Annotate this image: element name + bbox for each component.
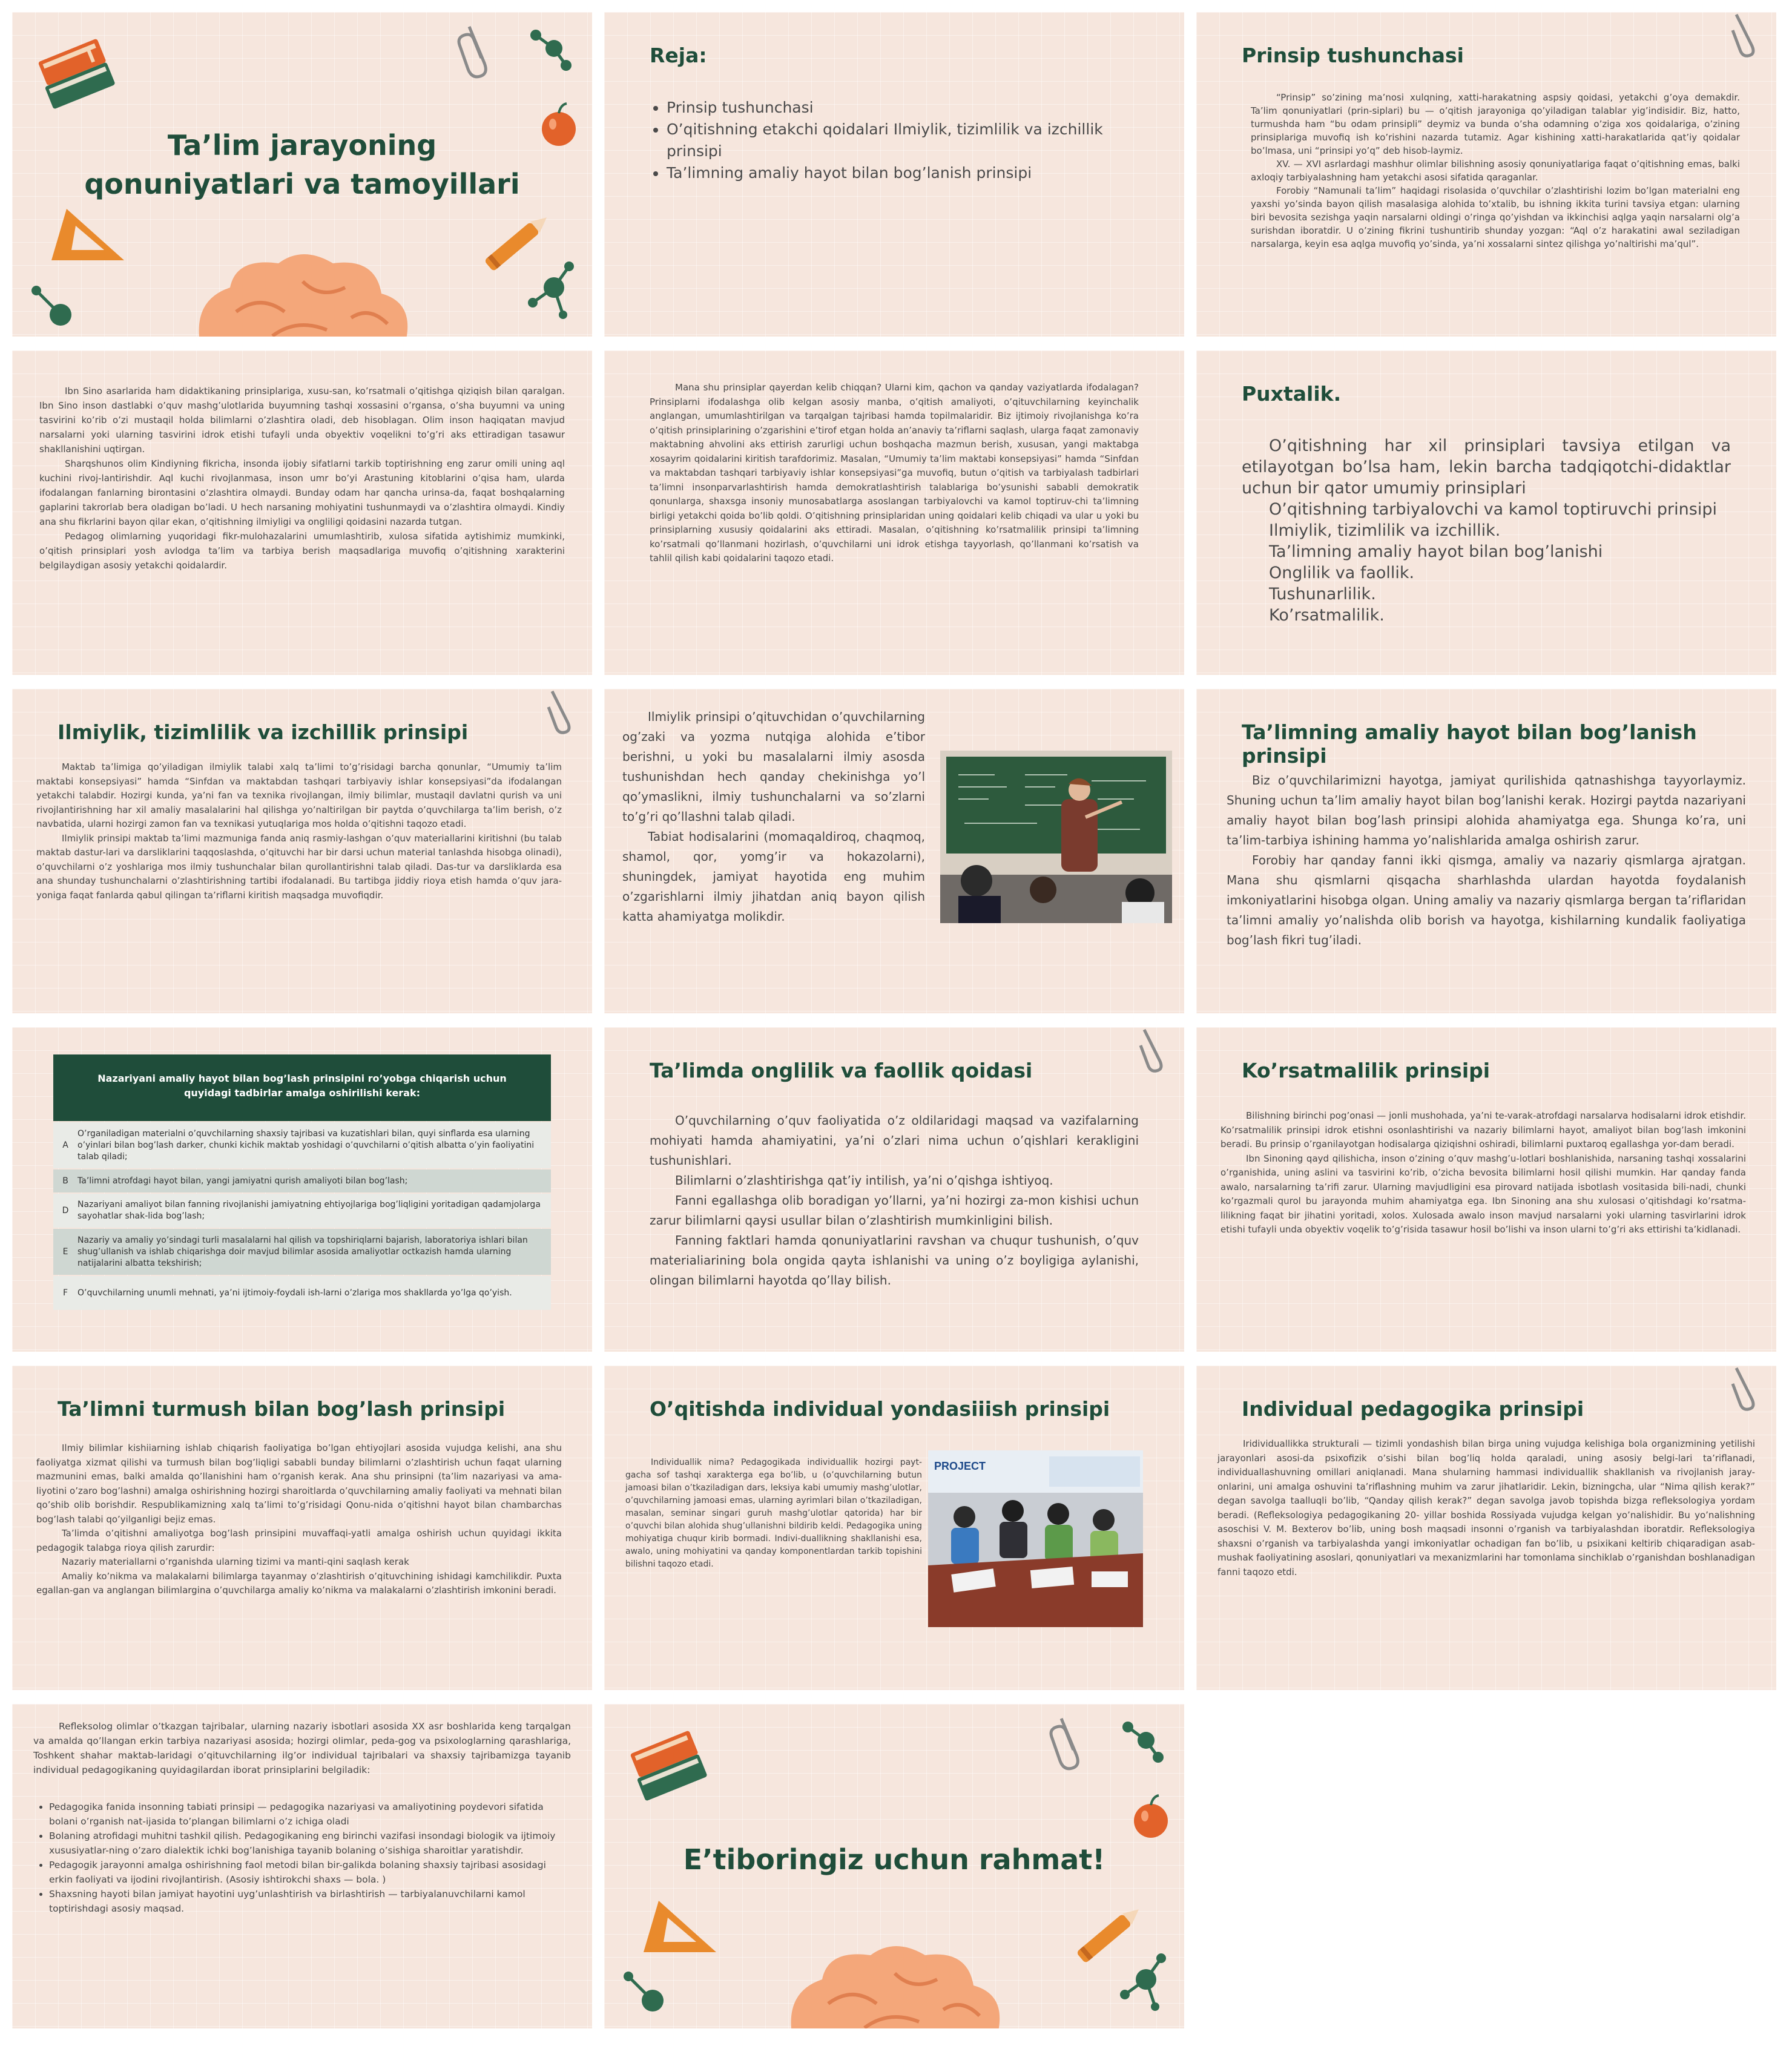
- slide-body: [36, 1441, 562, 1598]
- paragraph: Ilmiylik prinsipi o’qituvchidan o’quvchilarning og’zaki va yozma nutqiga alohida e’tibor berishni, u yoki bu masalalarni ilmiy asosda tushunishdan hech qanday chekinishga yo’l qo’ymaslikni, ilmiy tushunchalarni va so’zlarni to’g’ri qo’llashni talab qiladi.: [622, 709, 925, 824]
- table-row: [53, 1276, 551, 1310]
- paragraph: Mana shu prinsiplar qayerdan kelib chiqqan? Ularni kim, qachon va qanday vaziyatlarda ifodalagan? Prinsiplarni ifodalashga olib kelgan asosiy manba, o’qitish amaliyoti, o’qituvchilarning keyinchalik anglangan, umumlashtirilgan va tarqalgan tajribasi hamda topilmalaridir. Biz ijtimoiy rivojlanishga ko’ra o’qitish prinsiplarining o’zgarishini e’tirof etgan holda an’anaviy ta’riflarni saqlash, ularga faqat zamonaviy maktabning ahvolini aks ettirish zarurligi uchun boshqacha mazmun berish, xususan, yangi maktabga xosayrim qoidalarini kiritish tarafdorimiz. Masalan, “Umumiy ta’lim maktabi konsepsiyasi” hamda “Sinfdan va maktabdan tashqari tarbiyaviy ishlar konsepsiyasi”ga muvofiq, butun o’qitish va tarbiyalash tadbirlari ta’limni insonparvarlashtirish hamda demokratlashtirish talablariga bo’ysunishi sababli demokratik qonunlarga, shaxsga insoniy munosabatlarga asoslangan tarbiyalovchi va kamol toptiruv-chi ta’limning birligi yetakchi qoida bo’lib qoldi. O’qitishning prinsiplaridan uning qoidalari kelib chiqadi va ular u yoki bu prinsiplarning xususiy qoidalarini aks ettiradi. Masalan, o’qitishning ko’rsatmalilik prinsipi ta’limning ko’rsatmali qo’llanmani hozirlash, o’quvchilarni uni idrok etishga tayyorlash, qo’llanmani ko’rsatish va tahlil qilish kabi qoidalarini taqozo etadi.: [650, 382, 1139, 564]
- paragraph: “Prinsip” so’zining ma’nosi xulqning, xatti-harakatning aspsiy qoidasi, yetakchi g’oya demakdir. Ta’lim qonuniyatlari (prin-siplari) bu — o’qitish jarayoniga qo’yiladigan talablar yig’indisidir. Biz, hatto, turmushda ham “bu odam prinsipli” deymiz va bunda o’sha odamning o’ziga xos qoidalariga, o’zining prinsiplariga muvofiq ish ko’rishini nazarda tutamiz. Agar kishining xatti-harakatlarida qat’iy qoidalar bo’lmasa, uni “prinsipi yo’q” deb hisob-laymiz.: [1251, 92, 1740, 156]
- molecule-icon: [1107, 1946, 1179, 2019]
- slide-principle-origin[interactable]: [604, 350, 1184, 675]
- seminar-photo: [928, 1450, 1143, 1627]
- row-text: O’quvchilarning unumli mehnati, ya’ni ijtimoiy-foydali ish-larni o’zlariga mos shakllarda yo’lga qo’yish.: [77, 1288, 512, 1298]
- principles-bullets: [33, 1800, 570, 1916]
- slide-body: [33, 1719, 571, 1777]
- plan-item: • O’qitishning etakchi qoidalari Ilmiylik, tizimlilik va izchillik prinsipi: [667, 119, 1115, 162]
- molecule-icon: [24, 278, 91, 337]
- slide-heading: Individual pedagogika prinsipi: [1242, 1397, 1584, 1421]
- paperclip-icon: [1137, 1027, 1173, 1076]
- plan-item: • Ta’limning amaliy hayot bilan bog’lanish prinsipi: [667, 162, 1115, 184]
- title-line-2: qonuniyatlari va tamoyillari: [84, 168, 520, 200]
- principle-item: Ko’rsatmalilik.: [1269, 606, 1385, 625]
- slide-body: [39, 384, 565, 573]
- row-letter: E: [62, 1246, 68, 1257]
- principles-list: [1242, 435, 1731, 626]
- row-text: Nazariy va amaliy yo’sindagi turli masalalarni hal qilish va topshiriqlarni bajarish, laboratoriya ishlari bilan shug’ullanish va ishlab chiqarishga doir mavjud bilimlar asosida amaliyotlar octkazish hamda ularning natijalarini albatta tekshirish;: [77, 1235, 528, 1268]
- slide-individual-approach[interactable]: [604, 1366, 1184, 1690]
- slide-body: [1227, 771, 1746, 950]
- slide-measures-table[interactable]: [12, 1027, 592, 1352]
- paragraph: XV. — XVI asrlardagi mashhur olimlar bilishning asosiy qonuniyatlariga faqat o’qitishning emas, balki axloqiy tarbiyalashning ham yetakchi asosi sifatida qaraganlar.: [1251, 159, 1740, 183]
- slide-puxtalik[interactable]: [1196, 350, 1776, 675]
- paperclip-icon: [545, 689, 581, 737]
- paragraph: Ta’limda o’qitishni amaliyotga bog’lash prinsipini muvaffaqi-yatli amalga oshirish uchun quyidagi ikkita pedagogik talabga rioya qilish zarurdir:: [36, 1528, 562, 1553]
- slide-heading: Ta’limning amaliy hayot bilan bog’lanish prinsipi: [1242, 720, 1697, 768]
- paragraph: Bilishning birinchi pog’onasi — jonli mushohada, ya’ni te-varak-atrofdagi narsalarva hodisalarni idrok etishdir. Ko’rsatmalilik prinsipi idrok etishni osonlashtirishi va nazariy bilimlarni hayot, amaliyot bilan bog’lash imkonini beradi. Bu prinsip o’rganilayotgan hodisalarga qiziqishni oshiradi, bilimlarni puxtaroq egallashga yor-dam beradi.: [1220, 1110, 1746, 1150]
- slide-heading: Ko’rsatmalilik prinsipi: [1242, 1059, 1491, 1082]
- row-text: Nazariyani amaliyot bilan fanning rivojlanishi jamiyatning ehtiyojlariga bog’liqligini yoritadigan qadamjolarga sayohatlar shak-lida bog’lash;: [77, 1200, 541, 1221]
- molecule-icon: [1116, 1716, 1170, 1765]
- paragraph: Maktab ta’limiga qo’yiladigan ilmiylik talabi xalq ta’limi to’g’risidagi barcha qonunlar, “Umumiy ta’lim maktabi konsepsiyasi” hamda “Sinfdan va maktabdan tashqari tarbiyaviy ishlar konsepsiyasi”da ifodalangan yetakchi talabdir. Hozirgi kunda, ya’ni fan va texnika rivojlangan, ilmiy bilimlar, mustaqil davlatni qurish va uni rivojlantirishning har xil amaliy masalalarini hal qilishga yo’naltirilgan bir paytda o’quvchilarga ta’lim berish, o’z navbatida, ularni hozirgi zamon fan va texnikasi yutuqlariga mos holda o’qitishni taqozo etadi.: [36, 761, 562, 829]
- slide-body: [1220, 1109, 1746, 1237]
- slide-visual-principle[interactable]: [1196, 1027, 1776, 1352]
- row-text: Ta’limni atrofdagi hayot bilan, yangi jamiyatni qurish amaliyoti bilan bog’lash;: [77, 1176, 408, 1186]
- molecule-icon: [515, 254, 587, 327]
- slide-body: [1217, 1437, 1755, 1579]
- slide-principle-concept[interactable]: [1196, 12, 1776, 337]
- paragraph: Tabiat hodisalarini (momaqaldiroq, chaqmoq, shamol, qor, yomg’ir va hokazolarni), shuningdek, jamiyat hayotida eng muhim o’zgarishlarni ilmiy jihatdan aniq bayon qilish katta ahamiyatga molikdir.: [622, 829, 925, 924]
- principle-item: Ilmiylik, tizimlilik va izchillik.: [1269, 521, 1501, 540]
- bullet-item: • Pedagogik jarayonni amalga oshirishning faol metodi bilan bir-galikda bolaning shaxsiy tajribasi asosidagi erkin faoliyati va ijodini rivojlantirish. (Asosiy ishtirokchi shaxs — bola. ): [49, 1858, 570, 1887]
- paragraph: Bilimlarni o’zlashtirishga qat’iy intilish, ya’ni o’qishga ishtiyoq.: [675, 1173, 1053, 1188]
- slide-heading: Puxtalik.: [1242, 382, 1342, 406]
- slide-scientific-principle[interactable]: [12, 689, 592, 1013]
- paperclip-icon: [1729, 1366, 1765, 1414]
- table-row: [53, 1122, 551, 1168]
- paragraph: Ilmiy bilimlar kishiiarning ishlab chiqarish faoliyatiga bo’lgan ehtiyojlari asosida vujudga kelishi, ana shu faoliyatga xizmat qilishi va turmush bilan bog’liqligi sababli bunday bilimlarni o’zlashtirish uchun faqat ularning mazmunini emas, balki amalda qo’llanishini ham o’rganish kerak. Ana shu prinsipni (ta’lim nazariyasi va ama-liyotini o’zaro bog’lashni) amalga oshirishning hozirgi sharoitlarda o’quvchilarning amaliy faoliyati va mehnati bilan qo’shib olib borishdir. Respublikamizning xalq ta’limi to’g’risidagi Qonu-nida o’qitishni hayot bilan chambarchas bog’lash talabi qo’yilganligi bejiz emas.: [36, 1442, 562, 1525]
- slide-practice-principle[interactable]: [1196, 689, 1776, 1013]
- lead-text: O’qitishning har xil prinsiplari tavsiya etilgan va etilayotgan bo’lsa ham, lekin barcha tadqiqotchi-didaktlar uchun bir qator umumiy prinsiplari: [1242, 436, 1731, 498]
- slide-thanks[interactable]: [604, 1704, 1184, 2028]
- paperclip-icon: [457, 21, 493, 81]
- slide-body: [622, 707, 925, 927]
- slide-title-heading: [12, 126, 592, 203]
- slide-consciousness-rule[interactable]: [604, 1027, 1184, 1352]
- principle-item: Ta’limning amaliy hayot bilan bog’lanishi: [1269, 542, 1603, 561]
- row-letter: B: [62, 1176, 68, 1186]
- slide-teacher-photo[interactable]: [604, 689, 1184, 1013]
- slide-individual-pedagogy[interactable]: [1196, 1366, 1776, 1690]
- row-letter: D: [62, 1205, 69, 1215]
- slide-body: [1251, 91, 1740, 251]
- bullet-item: • Shaxsning hayoti bilan jamiyat hayotini uyg’unlashtirish va birlashtirish — tarbiyalanuvchilarni kamol toptirishdagi asosiy maqsad.: [49, 1887, 570, 1916]
- row-letter: F: [62, 1288, 68, 1298]
- table-row: [53, 1194, 551, 1228]
- slide-heading: Ilmiylik, tizimlilik va izchillik prinsipi: [58, 720, 469, 744]
- slide-heading: Ta’limda onglilik va faollik qoidasi: [650, 1059, 1033, 1082]
- slide-heading: Reja:: [650, 44, 707, 67]
- paragraph: Biz o’quvchilarimizni hayotga, jamiyat qurilishida qatnashishga tayyorlaymiz. Shuning uchun ta’lim amaliy hayot bilan bog’lanishi kerak. Hozirgi paytda nazariyani amaliy hayot bilan bog’lash prinsipi alohida ahamiyatga ega. Shunga ko’ra, uni ta’lim-tarbiya ishining hamma yo’nalishlarida amalga oshirish zarur.: [1227, 773, 1746, 847]
- slide-body: [36, 760, 562, 903]
- slide-title[interactable]: [12, 12, 592, 337]
- principle-item: Tushunarlilik.: [1269, 585, 1376, 604]
- row-text: O’rganiladigan materialni o’quvchilarning shaxsiy tajribasi va kuzatishlari bilan, quyi sinflarda esa ularning o’yinlari bilan bog’lash darker, chunki kichik maktab yoshidagi o’quvchilarni o’qitish albatta o’yin faoliyatini talab qiladi;: [77, 1128, 535, 1162]
- bullet-item: • Bolaning atrofidagi muhitni tashkil qilish. Pedagogikaning eng birinchi vazifasi insondagi biologik va ijtimoiy xususiyatlar-ning o’zaro dialektik ichki bog’lanishiga tayanib bolaning o’sishiga sharoitlar yaratishdir.: [49, 1829, 570, 1858]
- thanks-heading: E’tiboringiz uchun rahmat!: [683, 1843, 1105, 1876]
- ruler-triangle-icon: [42, 203, 133, 269]
- paragraph: Nazariy materiallarni o’rganishda ularning tizimi va manti-qini saqlash kerak: [62, 1556, 409, 1567]
- molecule-icon: [524, 24, 578, 73]
- ruler-triangle-icon: [634, 1895, 725, 1961]
- plan-list: [650, 97, 1115, 184]
- books-icon: [622, 1722, 725, 1825]
- plan-item: • Prinsip tushunchasi: [667, 97, 1115, 119]
- paragraph: Amaliy ko’nikma va malakalarni bilimlarga tayanmay o’zlashtirish o’qituvchining ishidagi kamchilikdir. Puxta egallan-gan va anglangan bilimlarginа o’quvchilarga amaliy ko’nikma va malakalarni o’zlashtirish imkonini beradi.: [36, 1570, 562, 1596]
- apple-icon: [1130, 1792, 1172, 1840]
- table-row: [53, 1229, 551, 1275]
- slide-reflexology-principles[interactable]: [12, 1704, 592, 2028]
- paragraph: Individuallik nima? Pedagogikada individuallik hozirgi payt-gacha sof tashqi xarakterga ega bo’lib, u (o’quvchilarning butun jamoasi bilan o’tkaziladigan dars, leksiya kabi umumiy mashg’ulotlar, o’quvchilarning jamoasi emas, ularning ayrimlari bilan o’tkaziladigan, masalan, seminar singari guruh mashg’ulotlar qatorida) har bir o’quvchi bilan alohida shug’ullanishni bildirib keldi. Pedagogika uning mohiyatiga chuqur kirib bormadi. Indivi-duallikning shakllanishi esa, awalo, uning mohiyatini va qanday komponentlardan tarkib topishini bilishni taqozo etadi.: [625, 1458, 922, 1569]
- table-header: Nazariyani amaliy hayot bilan bog’lash prinsipini ro’yobga chiqarish uchun quyidagi tadbirlar amalga oshirilishi kerak:: [53, 1054, 551, 1121]
- slide-body: [650, 381, 1139, 566]
- slide-body: [625, 1456, 922, 1571]
- paragraph: Forobiy “Namunali ta’lim” haqidagi risolasida o’quvchilar o’zlashtirishi lozim bo’lgan materialni eng yaxshi yo’sinda bayon qilish masalasiga alohida to’xtalib, bu ishning ikkita turini tavsiya etgan: ularning biri bevosita sezishga yaqin narsalarni oldingi o’ringa qo’yishdan va ikkinchisi aqlga yaqin narsalarni olg’a surishdan iboratdir. U o’zining fikrini tushuntirib shunday yozgan: “Aql o’z harakatini awal seziladigan narsalarga, keyin esa aqlga muvofiq yo’sinda, ya’ni xossalarni sintez qilishga yo’naltirishi ma’qul”.: [1251, 185, 1740, 249]
- brain-illustration: [780, 1937, 1010, 2028]
- paperclip-icon: [1729, 12, 1765, 61]
- paragraph: Forobiy har qanday fanni ikki qismga, amaliy va nazariy qismlarga ajratgan. Mana shu qismlarni qisqacha sharhlashda ulardan hayotda foydalanish imkoniyatlarini hisobga olgan. Uning amaliy va nazariy qismlarga bergan ta’riflaridan ta’limni amaliy yo’nalishda olib borish va hayotga, kishilarning kundalik faoliyatiga bog’lash fikri tug’iladi.: [1227, 853, 1746, 947]
- paragraph: Iridividuallikka strukturali — tizimli yondashish bilan birga uning vujudga kelishiga bola organizmining yetilishi jarayonlari asosi-da psixofizik o’sishi bilan bog’liq holda qaraladi, uning asosiy belgi-lari ta’riflanadi, individuallashuvning omillari aniqlanadi. Mana shularning hammasi individuallik shakllanish va rivojlanish jaray-onlarini, uni amalga oshuvini ta’riflashning muhim va zarur jihatlaridir. Lekin, bizningcha, ular “Nima qilish kerak?” degan savolga taalluqli bo’lib, “Qanday qilish kerak?” degan savolga javob topishda bizga refleksologiya yordam beradi. (Refleksologiya pedagogikaning 20- yillar boshida Rossiyada vujudga kelgan yo’nalishidir. Bu yo’nalishning asoschisi V. M. Bexterov bo’lib, uning bosh maqsadi insonni o’rganish va tarbiyalashdan iboratdir. Refleksologiya shaxsni o’rganish va tarbiyalashda yangi imkoniyatlar ochadigan fan bo’lib, u psixikani keltirib chiqaradigan asab-mushak faoliyatining asoslari, qonuniyatlari va mexanizmlarini har tomonlama sinchiklab o’rganishdan boshlanadigan fanni taqozo etdi.: [1217, 1438, 1755, 1577]
- svg-text:PROJECT: PROJECT: [934, 1460, 986, 1472]
- title-line-1: Ta’lim jarayoning: [167, 129, 437, 162]
- paragraph: Pedagog olimlarning yuqoridagi fikr-mulohazalarini umumlashtirib, xulosa sifatida aytishimiz mumkinki, o’qitish prinsiplari yosh avlodga ta’lim va tarbiya berish maqsadlariga muvofiq o’qitishning xarakterini belgilaydigan asosiy yetakchi qoidalardir.: [39, 531, 565, 571]
- paragraph: Ilmiylik prinsipi maktab ta’limi mazmuniga fanda aniq rasmiy-lashgan o’quv materiallarini kiritishni (bu talab maktab dastur-lari va darsliklarini taqqoslashda, o’qituvchi har bir darsi uchun material tanlashda hisobga olinadi), o’quvchilarni o’z yoshlariga mos ilmiy tushunchalar bilan qurollantirishni talab qiladi. Das-tur va darsliklarda esa ana shunday tushunchalarni o’zlashtirishning tartibi ifodalanadi. Bu tartibga jiddiy rioya etish hamda o’quv jara-yoniga faqat fanlarda qabul qilingan ta’riflarni kiritish maqsadga muvofiqdir.: [36, 832, 562, 901]
- slide-heading: O’qitishda individual yondasiiish prinsipi: [650, 1397, 1110, 1421]
- books-icon: [30, 30, 133, 133]
- slide-life-principle[interactable]: [12, 1366, 592, 1690]
- paragraph: Fanning faktlari hamda qonuniyatlarini ravshan va chuqur tushunish, o’quv materialiarining bola ongida qayta ishlanishi va uning o’z boyligiga aylanishi, olingan bilimlarni hayotda qo’llay bilish.: [650, 1233, 1139, 1288]
- bullet-item: • Pedagogika fanida insonning tabiati prinsipi — pedagogika nazariyasi va amaliyotining poydevori sifatida bolani o’rganish nat-ijasida to’plangan bilimlarni o’z ichiga oladi: [49, 1800, 570, 1829]
- paragraph: Ibn Sinoning qayd qilishicha, inson o’zining o’quv mashg’u-lotlari boshlanishida, narsaning tashqi xossalarini o’rganishida, uning aslini va tasvirini ko’rib, o’zicha bevosita bilimlarni hosil qilishi mumkin. Har qanday fanda awalo, narsalarning ta’rifi zarur. Ularning mavjudligini esa pirovard natijada isbotlash vositasida bili-nadi, chunki ko’rgazmali qurol bu jarayonda muhim ahamiyatga ega. Ibn Sinoning ana shu xulosasi o’qitishdagi ko’rsatma-lilikning faqat bir jihatini yoritadi, xolos. Xulosada awalo inson mavjud narsalarni yoki ularning tasvirlarini idrok etishi tufayli unda obyektiv voqelik to’g’risida tasawur hosil bo’lishi va inson ularni to’g’ri aks ettirishi ta’kidlanadi.: [1220, 1153, 1746, 1235]
- principle-item: Onglilik va faollik.: [1269, 564, 1415, 582]
- principle-item: O’qitishning tarbiyalovchi va kamol toptiruvchi prinsipi: [1269, 500, 1717, 519]
- slide-plan[interactable]: [604, 12, 1184, 337]
- paragraph: Fanni egallashga olib boradigan yo’llarni, ya’ni hozirgi za-mon kishisi uchun zarur bilimlarni qaysi usullar bilan o’zlashtirish mumkinligini bilish.: [650, 1193, 1139, 1228]
- slide-ibn-sino[interactable]: [12, 350, 592, 675]
- paragraph: Ibn Sino asarlarida ham didaktikaning prinsiplariga, xusu-san, ko’rsatmali o’qitishga qiziqish bilan qaralgan. Ibn Sino inson dastlabki o’quv mashg’ulotlarida buyumning tashqi xossasini o’rgansa, o’sha buyumni va uning tasvirini ko’rib o’zi mustaqil holda bilimlarni o’zlashtira oladi, deb hisoblagan. Olim inson haqiqatan mavjud narsalarni yoki ularning tasvirini idrok etishi tufayli unda obyektiv voqelikni to’g’ri aks ettiradigan tasawur shakllanishini uqtirgan.: [39, 386, 565, 455]
- table-row: [53, 1169, 551, 1192]
- paragraph: Refleksolog olimlar o’tkazgan tajribalar, ularning nazariy isbotlari asosida XX asr boshlarida keng tarqalgan va amalda qo’llangan erkin tarbiya nazariyasi asosida; hozirgi olimlar, peda-gog va psixologlarning qarashlariga, Toshkent shahar maktab-laridagi o’qituvchilarning ilg’or individual tajribalari va shaxsiy tajribamizga tayanib individual pedagogikaning quyidagilardan iborat prinsiplarini belgiladik:: [33, 1721, 571, 1775]
- molecule-icon: [616, 1964, 683, 2028]
- brain-illustration: [188, 245, 418, 337]
- slide-heading: Ta’limni turmush bilan bog’lash prinsipi: [58, 1397, 506, 1421]
- slide-heading: Prinsip tushunchasi: [1242, 44, 1464, 67]
- paperclip-icon: [1049, 1712, 1085, 1773]
- row-letter: A: [62, 1140, 68, 1150]
- slide-body: [650, 1111, 1139, 1291]
- paragraph: Sharqshunos olim Kindiyning fikricha, insonda ijobiy sifatlarni tarkib toptirishning eng zarur omili uning aql kuchini rivoj-lantirishdir. Aql kuchi rivojlanmasa, inson umr bo’yi Arastuning kitoblarini o’qisa ham, ularda ifodalangan fanlarning birontasini o’zlashtira olmaydi. Bunday odam har qancha urinsa-da, faqat boshqalarning gaplarini takrorlab bera oladigan bo’ladi. U hech narsaning mohiyatini tushunmaydi va o’zlashtira olmaydi. Kindiy ana shu fikrlarini bayon qilar ekan, o’qitishning ilmiyligi va ongliligi qoidasini nazarda tutgan.: [39, 458, 565, 527]
- classroom-photo: [940, 751, 1172, 923]
- paragraph: O’quvchilarning o’quv faoliyatida o’z oldilaridagi maqsad va vazifalarning mohiyati hamda ahamiyatini, ya’ni o’zlari nima uchun o’qishlari kerakligini tushunishlari.: [650, 1113, 1139, 1168]
